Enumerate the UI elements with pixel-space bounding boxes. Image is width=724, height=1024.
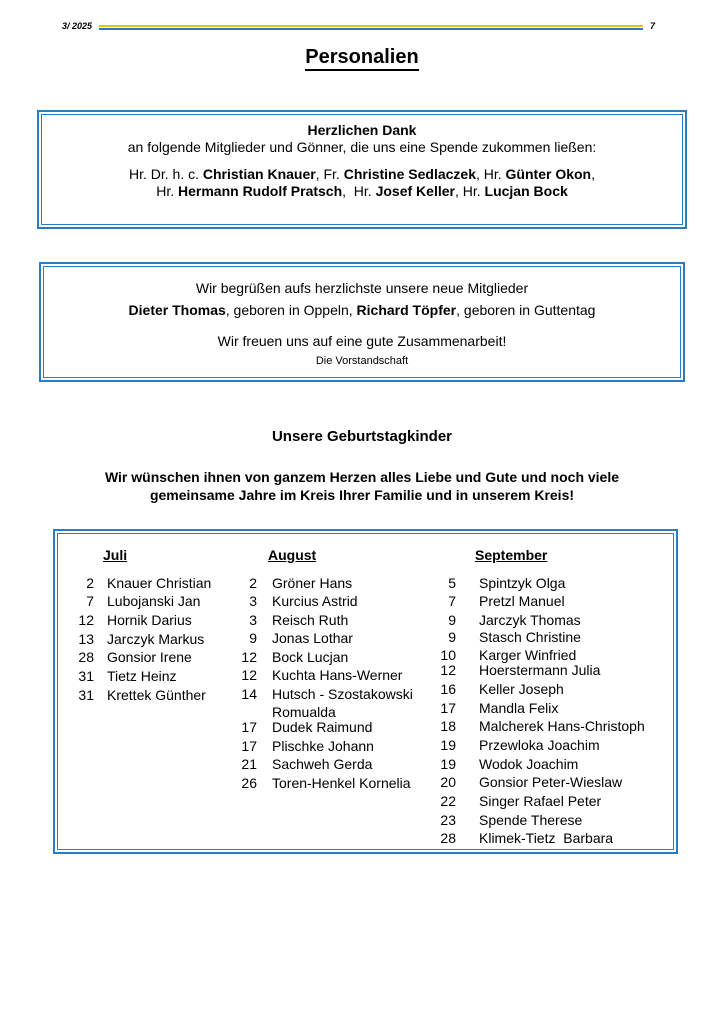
birthday-day: 17 — [440, 700, 456, 716]
birthday-name: Jarczyk Thomas — [479, 612, 581, 628]
birthday-name: Tietz Heinz — [107, 668, 177, 684]
birthday-day: 26 — [241, 775, 257, 791]
birthday-day: 13 — [78, 631, 94, 647]
birthday-name: Hutsch - Szostakowski — [272, 686, 413, 702]
birthday-name: Stasch Christine — [479, 629, 581, 645]
person-name: Christine Sedlaczek — [343, 166, 476, 182]
birthday-day: 7 — [86, 593, 94, 609]
birthday-day: 9 — [448, 612, 456, 628]
birthday-name: Przewloka Joachim — [479, 737, 600, 753]
birthday-day: 3 — [249, 612, 257, 628]
birthday-day: 10 — [440, 647, 456, 663]
birthdays-wish-line1: Wir wünschen ihnen von ganzem Herzen alles Liebe und Gute und noch viele — [104, 469, 620, 485]
birthday-day: 14 — [241, 686, 257, 702]
thanks-intro: an folgende Mitglieder und Gönner, die uns eine Spende zukommen ließen: — [127, 139, 597, 155]
birthday-day: 31 — [78, 668, 94, 684]
birthday-day: 19 — [440, 737, 456, 753]
thanks-donors-line2 — [37, 183, 687, 199]
month-heading: September — [475, 547, 548, 563]
text-segment: , Hr. — [475, 166, 506, 182]
text-segment: , geboren in Oppeln, — [225, 302, 357, 318]
birthday-name: Gonsior Peter-Wieslaw — [479, 774, 623, 790]
text-segment: Hr. — [156, 183, 178, 199]
thanks-heading: Herzlichen Dank — [307, 122, 417, 138]
birthday-name: Mandla Felix — [479, 700, 559, 716]
welcome-members — [39, 302, 685, 318]
text-segment: , — [591, 166, 595, 182]
month-heading: August — [268, 547, 317, 563]
person-name: Hermann Rudolf Pratsch — [178, 183, 343, 199]
birthday-day: 9 — [448, 629, 456, 645]
person-name: Christian Knauer — [202, 166, 316, 182]
welcome-intro: Wir begrüßen aufs herzlichste unsere neue Mitglieder — [195, 280, 529, 296]
birthday-name: Jarczyk Markus — [107, 631, 205, 647]
birthday-name: Spintzyk Olga — [479, 575, 566, 591]
birthday-name: Keller Joseph — [479, 681, 564, 697]
birthday-day: 22 — [440, 793, 456, 809]
text-segment: , Hr. — [342, 183, 376, 199]
birthday-name: Singer Rafael Peter — [479, 793, 602, 809]
birthday-day: 7 — [448, 593, 456, 609]
birthday-name: Dudek Raimund — [272, 719, 373, 735]
welcome-closing: Wir freuen uns auf eine gute Zusammenarbeit! — [217, 333, 507, 349]
birthday-day: 31 — [78, 687, 94, 703]
birthday-day: 17 — [241, 738, 257, 754]
birthday-name: Malcherek Hans-Christoph — [479, 718, 645, 734]
birthday-day: 2 — [249, 575, 257, 591]
birthday-name: Klimek-Tietz Barbara — [479, 830, 614, 846]
birthday-name: Gonsior Irene — [107, 649, 192, 665]
birthday-day: 12 — [440, 662, 456, 678]
birthday-name: Hoerstermann Julia — [479, 662, 601, 678]
birthday-name: Jonas Lothar — [272, 630, 353, 646]
birthday-day: 18 — [440, 718, 456, 734]
birthday-name: Pretzl Manuel — [479, 593, 565, 609]
page-title: Personalien — [0, 46, 724, 69]
birthday-name: Krettek Günther — [107, 687, 206, 703]
birthday-day: 23 — [440, 812, 456, 828]
birthday-name: Toren-Henkel Kornelia — [272, 775, 411, 791]
birthdays-heading: Unsere Geburtstagkinder — [271, 428, 453, 445]
birthday-name: Bock Lucjan — [272, 649, 349, 665]
birthday-day: 19 — [440, 756, 456, 772]
month-heading: Juli — [103, 547, 128, 563]
birthday-day: 3 — [249, 593, 257, 609]
birthday-name: Hornik Darius — [107, 612, 192, 628]
issue-number: 3/ 2025 — [62, 21, 93, 31]
birthday-name: Karger Winfried — [479, 647, 577, 663]
header-rule — [99, 25, 643, 30]
birthday-name: Kuchta Hans-Werner — [272, 667, 403, 683]
birthday-day: 5 — [448, 575, 456, 591]
birthday-name: Gröner Hans — [272, 575, 353, 591]
thanks-donors-line1 — [37, 166, 687, 182]
birthday-day: 28 — [78, 649, 94, 665]
birthday-name: Knauer Christian — [107, 575, 212, 591]
text-segment: Hr. Dr. h. c. — [128, 166, 203, 182]
birthday-day: 2 — [86, 575, 94, 591]
birthday-day: 9 — [249, 630, 257, 646]
person-name: Richard Töpfer — [356, 302, 457, 318]
text-segment: , Fr. — [315, 166, 344, 182]
birthday-name: Plischke Johann — [272, 738, 374, 754]
person-name: Lucjan Bock — [484, 183, 568, 199]
text-segment: , geboren in Guttentag — [456, 302, 596, 318]
birthday-day: 16 — [440, 681, 456, 697]
birthday-day: 12 — [78, 612, 94, 628]
birthday-day: 20 — [440, 774, 456, 790]
person-name: Günter Okon — [505, 166, 592, 182]
birthday-name: Reisch Ruth — [272, 612, 349, 628]
birthdays-wish-line2: gemeinsame Jahre im Kreis Ihrer Familie und in unserem Kreis! — [149, 487, 575, 503]
text-segment: , Hr. — [454, 183, 485, 199]
birthday-day: 21 — [241, 756, 257, 772]
welcome-signature: Die Vorstandschaft — [315, 355, 409, 367]
birthday-name: Kurcius Astrid — [272, 593, 358, 609]
birthday-name: Wodok Joachim — [479, 756, 579, 772]
birthday-name: Lubojanski Jan — [107, 593, 201, 609]
person-name: Josef Keller — [375, 183, 455, 199]
birthday-day: 12 — [241, 649, 257, 665]
birthday-name-continued: Romualda — [272, 704, 336, 720]
page-number: 7 — [650, 21, 656, 31]
person-name: Dieter Thomas — [128, 302, 226, 318]
birthday-day: 28 — [440, 830, 456, 846]
birthday-name: Sachweh Gerda — [272, 756, 373, 772]
birthday-day: 17 — [241, 719, 257, 735]
birthday-day: 12 — [241, 667, 257, 683]
birthday-name: Spende Therese — [479, 812, 583, 828]
